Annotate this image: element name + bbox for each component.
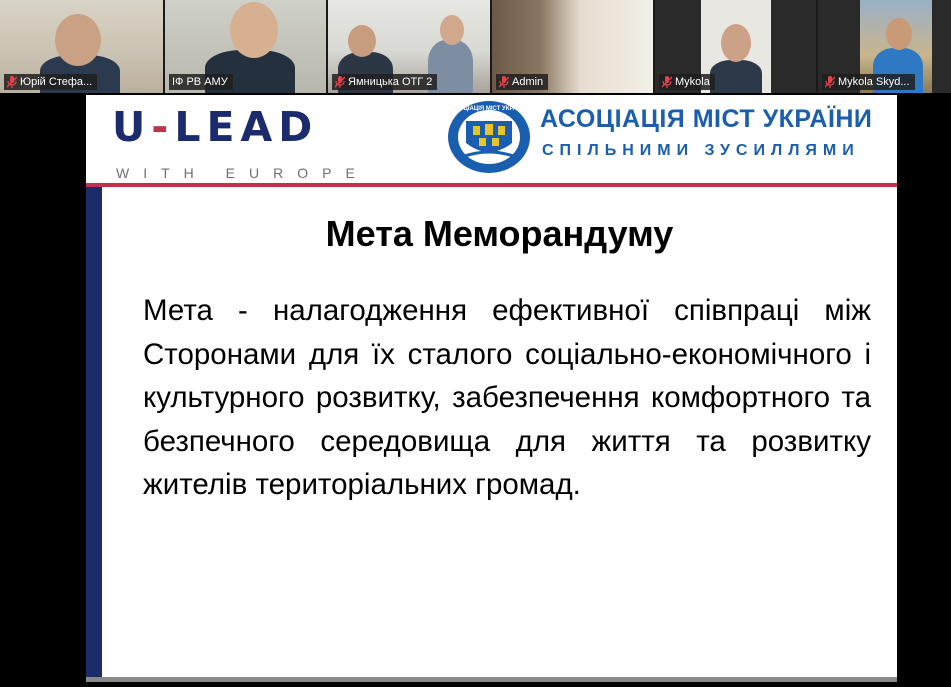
participant-name-tag — [659, 74, 715, 90]
participant-face — [348, 25, 376, 57]
ulead-logo: U-LEAD — [112, 103, 319, 151]
participant-face — [886, 18, 912, 50]
participant-name: Ямницька ОТГ 2 — [348, 76, 433, 88]
participant-name: Mykola Skyd... — [838, 76, 910, 88]
mic-muted-icon — [499, 76, 509, 88]
slide-body: Мета - налагодження ефективної співпраці між Сторонами для їх сталого соціально-економічного і культурного розвитку, забезпечення комфортного та безпечного середовища для життя та розвитку жителів територіальних громад. — [143, 294, 871, 501]
participant-name-tag — [332, 74, 437, 90]
mic-muted-icon — [7, 76, 17, 88]
amu-subtitle: СПІЛЬНИМИ ЗУСИЛЛЯМИ — [542, 142, 860, 159]
participant-tile-2[interactable] — [165, 0, 326, 93]
slide-header — [86, 95, 897, 183]
shared-slide — [86, 95, 897, 682]
amu-emblem-icon — [446, 99, 532, 175]
participant-name-tag — [4, 74, 97, 90]
amu-emblem-ring-text: АСОЦІАЦІЯ МІСТ УКРАЇНИ — [450, 106, 528, 112]
participant-name: Admin — [512, 76, 544, 88]
slide-bottom-edge — [86, 677, 897, 682]
participant-strip — [0, 0, 951, 93]
participant-name: Юрій Стефа... — [20, 76, 93, 88]
ulead-tagline: WITH EUROPE — [116, 165, 369, 181]
mic-muted-icon — [335, 76, 345, 88]
participant-name: ІФ РВ АМУ — [172, 76, 228, 88]
participant-tile-5[interactable] — [655, 0, 816, 93]
amu-title: АСОЦІАЦІЯ МІСТ УКРАЇНИ — [540, 105, 873, 133]
participant-name-tag — [496, 74, 548, 90]
participant-face — [440, 15, 464, 45]
header-divider — [86, 183, 897, 187]
participant-tile-1[interactable] — [0, 0, 163, 93]
participant-silhouette — [710, 60, 762, 93]
slide-side-bar — [86, 187, 102, 679]
participant-tile-3[interactable] — [328, 0, 490, 93]
slide-title: Мета Меморандуму — [325, 213, 674, 254]
mic-muted-icon — [825, 76, 835, 88]
participant-name-tag — [822, 74, 915, 90]
participant-face — [55, 14, 101, 66]
participant-tile-6[interactable] — [818, 0, 951, 93]
participant-tile-4[interactable] — [492, 0, 653, 93]
participant-face — [230, 2, 278, 58]
participant-name: Mykola — [675, 76, 710, 88]
mic-muted-icon — [662, 76, 672, 88]
participant-face — [721, 24, 751, 62]
participant-name-tag — [169, 74, 233, 90]
screen-share-margin — [897, 95, 951, 687]
